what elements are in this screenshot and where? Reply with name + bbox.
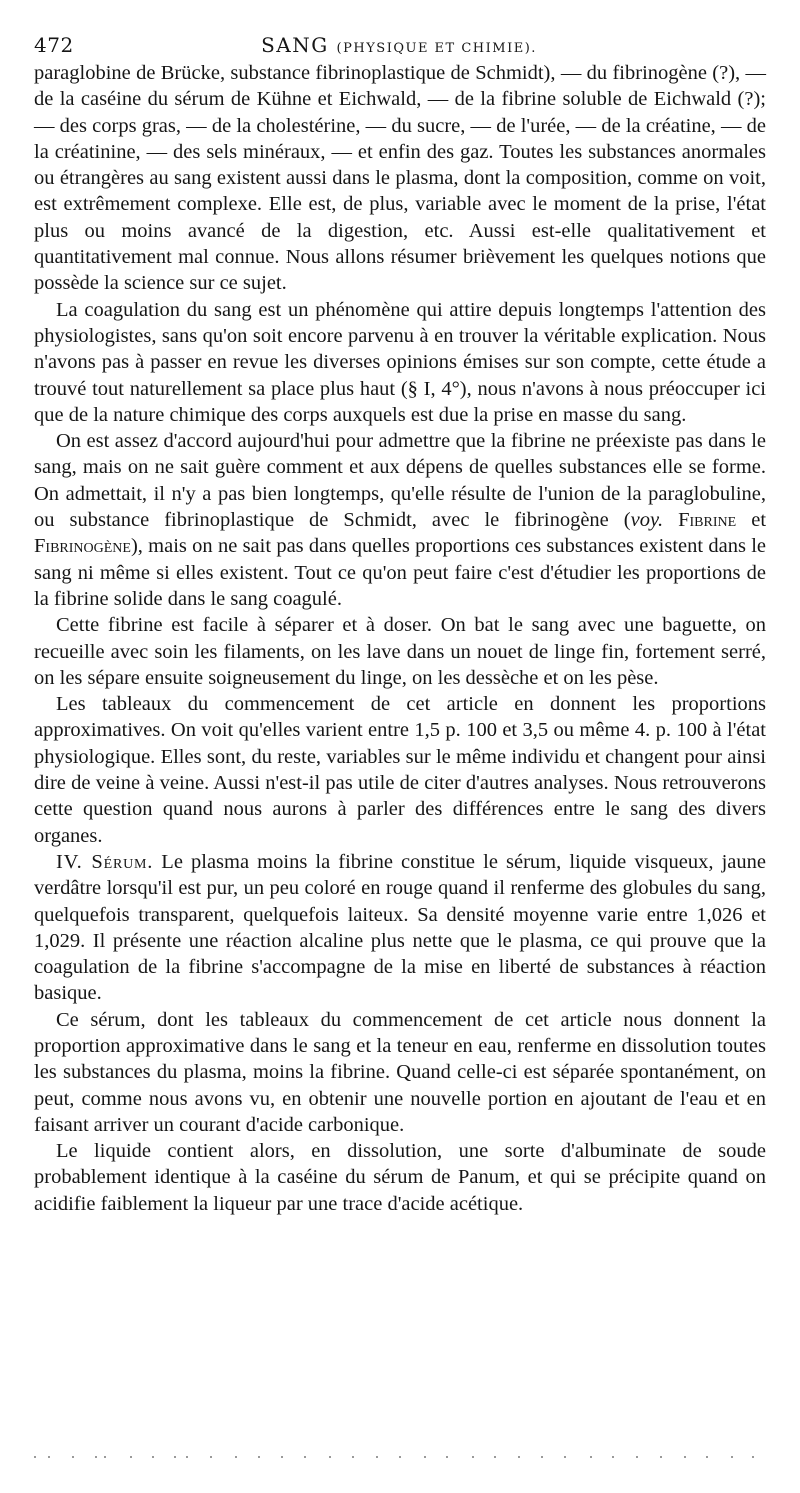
footer-dot (352, 1456, 354, 1458)
footer-dot (541, 1456, 543, 1458)
paragraph-proportions: Les tableaux du commencement de cet article en donnent les proportions approximatives. On voit qu'elles varient entre 1,5 p. 100 et 3,5 ou même 4. p. 100 à l'état physiologique. Elles sont, du reste, variables sur le même individu et changent pour ainsi dire de veine à veine. Aussi n'est-il pas utile de citer d'autres analyses. Nous retrouverons cette question quand nous aurons à parler des différences entre le sang des divers organes. (34, 693, 766, 847)
footer-dot (281, 1456, 283, 1458)
body-text (34, 60, 766, 1217)
footer-dot (304, 1456, 306, 1458)
footer-dot (130, 1456, 132, 1458)
footer-dot (34, 1456, 36, 1458)
footer-dot (174, 1456, 176, 1458)
paragraph-coagulation: La coagulation du sang est un phénomène qui attire depuis longtemps l'attention des physiologistes, sans qu'on soit encore parvenu à en trouver la véritable explication. Nous n'avons pas à passer en revue les diverses opinions émises sur son compte, cette étude a trouvé tout naturellement sa place plus haut (§ I, 4°), nous n'avons à nous préoccuper ici que de la nature chimique des corps auxquels est due la prise en masse du sang. (34, 298, 766, 426)
footer-dot (518, 1456, 520, 1458)
paragraph-text: et (751, 509, 767, 532)
footer-dot (731, 1456, 733, 1458)
title-main: SANG (261, 33, 329, 57)
paragraph-continuation: paraglobine de Brücke, substance fibrinoplastique de Schmidt), — du fibrinogène (?), — de la caséine du sérum de Kühne et Eichwald, — de la fibrine soluble de Eichwald (?); — des corps gras, — de la cholestérine, — du sucre, — de l'urée, — de la créatine, — de la créatinine, — des sels minéraux, — et enfin des gaz. Toutes les substances anormales ou étrangères au sang existent aussi dans le plasma, dont la composition, comme on voit, est extrêmement complexe. Elle est, de plus, variable avec le moment de la prise, l'état plus ou moins avancé de la digestion, etc. Aussi est-elle qualitativement et quantitativement mal connue. Nous allons résumer brièvement les quelques notions que possède la science sur ce sujet. (34, 62, 766, 295)
footer-dot (446, 1456, 448, 1458)
voy-reference: voy. (630, 509, 664, 532)
page-title (34, 30, 764, 64)
footer-dot (104, 1456, 106, 1458)
footer-dot (424, 1456, 426, 1458)
footer-dot (494, 1456, 496, 1458)
footer-dot (152, 1456, 154, 1458)
running-head (34, 30, 764, 60)
paragraph-albuminate: Le liquide contient alors, en dissolution, une sorte d'albuminate de soude probablement identique à la caséine du sérum de Panum, et qui se précipite quand on acidifie faiblement la liqueur par une trace d'acide acétique. (34, 1140, 766, 1215)
cross-reference-fibrine: Fibrine (678, 509, 737, 532)
cross-reference-fibrinogene: Fibrinogène (34, 535, 131, 558)
paragraph-text: ), mais on ne sait pas dans quelles proportions ces substances existent dans le sang ni même si elles existent. Tout ce qu'on peut faire c'est d'étudier les proportions de la fibrine solide dans le sang coagulé. (34, 535, 766, 610)
paragraph-text: On est assez d'accord aujourd'hui pour admettre que la fibrine ne préexiste pas dans le sang, mais on ne sait guère comment et aux dépens de quelles substances elle se forme. On admettait, il n'y a pas bien longtemps, qu'elle résulte de l'union de la paraglobuline, ou substance fibrinoplastique de Schmidt, avec le fibrinogène ( (34, 430, 766, 532)
footer-dot (684, 1456, 686, 1458)
footer-dot (752, 1456, 754, 1458)
footer-dot (636, 1456, 638, 1458)
footer-dot (48, 1456, 50, 1458)
footer-dot (95, 1456, 97, 1458)
footer-dot (660, 1456, 662, 1458)
paragraph-fibrine-dosage: Cette fibrine est facile à séparer et à doser. On bat le sang avec une baguette, on recueille avec soin les filaments, on les lave dans un nouet de linge fin, fortement serré, on les sépare ensuite soigneusement du linge, on les dessèche et on les pèse. (34, 614, 766, 689)
footer-dot (472, 1456, 474, 1458)
paragraph-fibrine-origin (34, 428, 766, 612)
footer-dot (564, 1456, 566, 1458)
footer-dot (72, 1456, 74, 1458)
footer-dot (329, 1456, 331, 1458)
footer-dot (612, 1456, 614, 1458)
footer-dot (210, 1456, 212, 1458)
section-heading-serum: IV. Sérum. (56, 850, 154, 873)
footer-dot (590, 1456, 592, 1458)
footer-dot (376, 1456, 378, 1458)
paragraph-serum-composition: Ce sérum, dont les tableaux du commencement de cet article nous donnent la proportion approximative dans le sang et la teneur en eau, renferme en dissolution toutes les substances du plasma, moins la fibrine. Quand celle-ci est séparée spontanément, on peut, comme nous avons vu, en obtenir une nouvelle portion en ajoutant de l'eau et en faisant arriver un courant d'acide carbonique. (34, 1008, 766, 1136)
footer-dot (706, 1456, 708, 1458)
paragraph-serum (34, 849, 766, 1007)
footer-dot (186, 1456, 188, 1458)
footer-dot (258, 1456, 260, 1458)
footer-rule (34, 1452, 766, 1460)
footer-dot (399, 1456, 401, 1458)
title-sub: (PHYSIQUE ET CHIMIE). (336, 41, 537, 56)
paragraph-text: Le plasma moins la fibrine constitue le sérum, liquide visqueux, jaune verdâtre lorsqu'il est pur, un peu coloré en rouge quand il renferme des globules du sang, quelquefois transparent, quelquefois laiteux. Sa densité moyenne varie entre 1,026 et 1,029. Il présente une réaction alcaline plus nette que le plasma, ce qui prouve que la coagulation de la fibrine s'accompagne de la mise en liberté de substances à réaction basique. (34, 850, 766, 1005)
page-number: 472 (34, 33, 74, 57)
footer-dot (235, 1456, 237, 1458)
